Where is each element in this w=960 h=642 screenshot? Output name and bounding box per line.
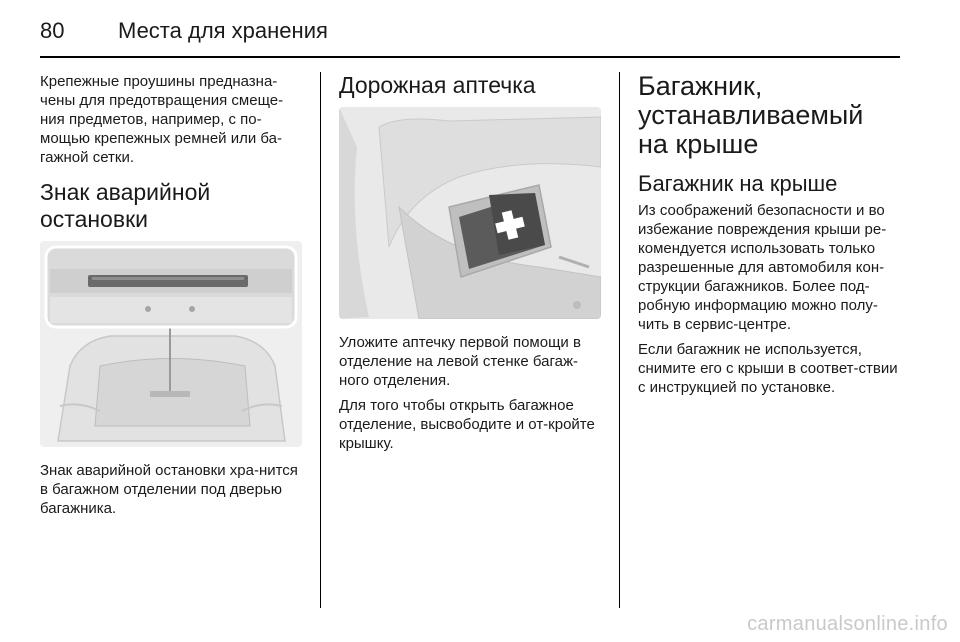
roof-rack-subheading: Багажник на крыше: [638, 171, 838, 196]
page-number: 80: [40, 18, 65, 43]
header-rule: [40, 56, 900, 58]
watermark: carmanualsonline.info: [747, 613, 948, 635]
roof-rack-paragraph-2: Если багажник не используется, снимите его с крыши в соответ-ствии с инструкцией по установке.: [638, 341, 898, 396]
column-divider: [619, 72, 620, 608]
column-divider: [320, 72, 321, 608]
first-aid-heading: Дорожная аптечка: [339, 72, 536, 98]
first-aid-paragraph-1: Уложите аптечку первой помощи в отделение на левой стенке багаж-ного отделения.: [339, 334, 581, 389]
first-aid-paragraph-2: Для того чтобы открыть багажное отделение, высвободите и от-кройте крышку.: [339, 397, 595, 452]
roof-rack-heading: Багажник, устанавливаемый на крыше: [638, 71, 864, 159]
warning-triangle-illustration: [40, 241, 302, 447]
column-3: [638, 72, 900, 403]
page-header: [40, 8, 900, 52]
column-2: [339, 72, 601, 459]
section-title: Места для хранения: [118, 18, 328, 43]
roof-rack-paragraph-1: Из соображений безопасности и во избежание повреждения крыши ре-комендуется использовать только разрешенные для автомобиля кон-струкции багажников. Более под-робную информацию можно полу-чить в сервис-центре.: [638, 202, 887, 333]
column-1: [40, 72, 302, 524]
warning-triangle-heading: Знак аварийной остановки: [40, 179, 211, 232]
warning-triangle-caption: Знак аварийной остановки хра-нится в багажном отделении под дверью багажника.: [40, 462, 298, 517]
intro-paragraph: Крепежные проушины предназна-чены для предотвращения смеще-ния предметов, например, с по-мощью крепежных ремней или ба-гажной сетки.: [40, 73, 284, 166]
first-aid-kit-illustration: [339, 107, 601, 319]
